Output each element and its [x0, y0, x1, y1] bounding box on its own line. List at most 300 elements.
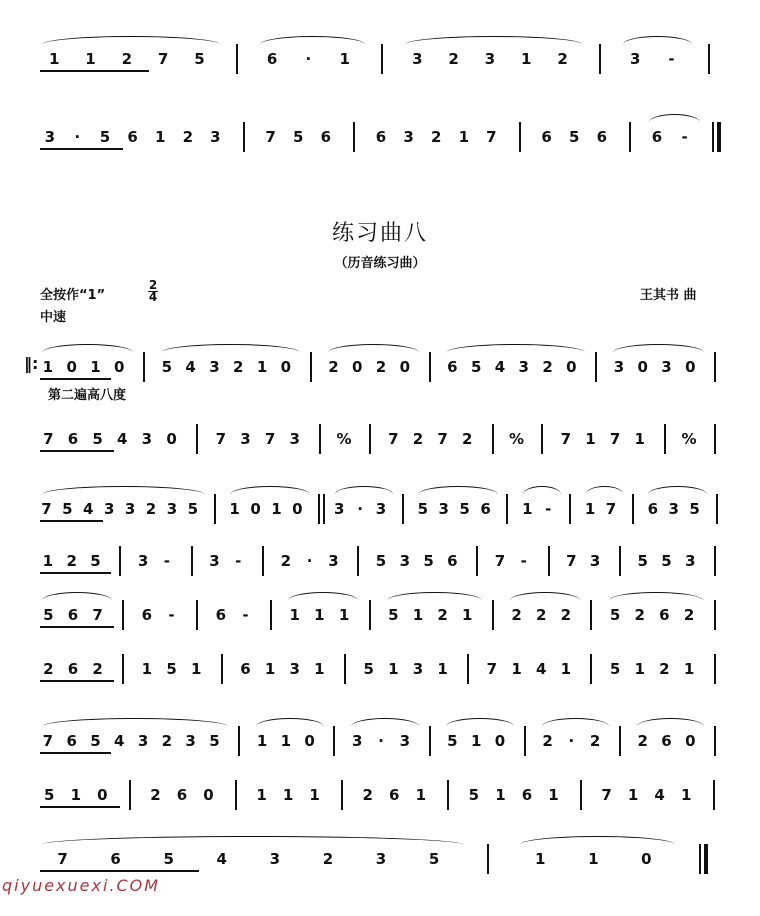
barline — [191, 546, 193, 576]
slur — [351, 718, 418, 735]
barline — [590, 600, 592, 630]
slur — [523, 486, 561, 503]
barline — [122, 600, 124, 630]
note: 7 — [42, 732, 54, 750]
slur — [586, 486, 624, 503]
note: 1 — [338, 606, 350, 624]
note: 0 — [641, 850, 652, 868]
note: 1 — [458, 128, 470, 146]
note: 1 — [560, 660, 572, 678]
barline — [270, 600, 272, 630]
note: 0 — [566, 358, 577, 376]
barline — [429, 726, 431, 756]
note: 3 — [137, 732, 149, 750]
note: 3 — [613, 358, 625, 376]
note: 6 — [541, 128, 552, 146]
slur — [613, 344, 704, 361]
barline — [708, 44, 710, 74]
barline — [143, 352, 145, 382]
barline — [714, 600, 716, 630]
note: 5 — [388, 606, 399, 624]
note: 5 — [417, 500, 429, 518]
note: 3 — [103, 500, 115, 518]
key-label: 全按作“1” — [40, 288, 106, 303]
barline — [319, 424, 321, 454]
note: 7 — [494, 552, 506, 570]
note: 1 — [627, 786, 639, 804]
note: 1 — [634, 430, 645, 448]
note: 5 — [363, 660, 374, 678]
barline — [487, 844, 489, 874]
note: 6 — [651, 128, 663, 146]
note: 7 — [57, 850, 68, 868]
slur — [260, 36, 365, 53]
dash-extension: - — [168, 606, 175, 624]
note: 2 — [121, 50, 132, 68]
slur — [609, 592, 704, 609]
note: · — [378, 732, 384, 750]
slur — [42, 344, 133, 361]
note: 2 — [412, 430, 424, 448]
slur — [256, 718, 323, 735]
notation-row — [0, 490, 760, 530]
note: 1 — [280, 732, 292, 750]
slur — [418, 486, 498, 503]
beam-underline — [40, 680, 114, 682]
note: 6 — [521, 786, 533, 804]
note: 1 — [271, 500, 282, 518]
barline — [214, 494, 216, 524]
note: 7 — [560, 430, 572, 448]
note: 5 — [292, 128, 304, 146]
note: 5 — [447, 732, 458, 750]
barline — [541, 424, 543, 454]
note: 2 — [659, 660, 670, 678]
slur — [42, 36, 220, 53]
note: 2 — [92, 660, 103, 678]
note: 6 — [375, 128, 387, 146]
note: 6 — [320, 128, 332, 146]
dash-extension: - — [242, 606, 249, 624]
note: 2 — [328, 358, 339, 376]
note: 6 — [127, 128, 138, 146]
note: 3 — [209, 358, 220, 376]
note: 5 — [99, 128, 111, 146]
note: 3 — [269, 850, 281, 868]
beam-underline — [40, 148, 123, 150]
note: 3 — [289, 660, 300, 678]
beam-underline — [40, 626, 114, 628]
slur — [542, 718, 609, 735]
barline — [519, 122, 521, 152]
note: 7 — [437, 430, 448, 448]
note: 6 — [67, 606, 79, 624]
note: 1 — [256, 786, 267, 804]
note: 7 — [601, 786, 612, 804]
dash-extension: - — [668, 50, 675, 68]
note: 5 — [470, 358, 482, 376]
note: 1 — [495, 786, 506, 804]
repeat-measure-sign: % — [336, 430, 352, 448]
note: 1 — [70, 786, 82, 804]
beam-underline — [40, 378, 111, 380]
note: 5 — [375, 552, 387, 570]
note: 3 — [328, 552, 339, 570]
notation-row — [0, 722, 760, 762]
note: 5 — [689, 500, 700, 518]
note: 1 — [511, 660, 522, 678]
note: 4 — [114, 732, 125, 750]
time-signature-bottom: 4 — [148, 290, 158, 304]
note: 2 — [150, 786, 161, 804]
piece-subtitle: （历音练习曲） — [334, 256, 426, 271]
note: 2 — [634, 606, 645, 624]
beam-underline — [40, 870, 199, 872]
note: 6 — [661, 732, 672, 750]
barline — [714, 352, 716, 382]
note: · — [357, 500, 363, 518]
note: 1 — [314, 660, 325, 678]
note: 6 — [141, 606, 153, 624]
note: 5 — [609, 660, 621, 678]
barline — [599, 44, 601, 74]
note: · — [305, 50, 312, 68]
barline — [196, 600, 198, 630]
note: 3 — [375, 500, 387, 518]
barline — [196, 424, 198, 454]
note: 6 — [447, 552, 458, 570]
note: 6 — [176, 786, 188, 804]
note: 2 — [280, 552, 292, 570]
note: 1 — [412, 606, 424, 624]
note: 7 — [92, 606, 103, 624]
note: 6 — [596, 128, 608, 146]
note: 1 — [584, 500, 596, 518]
note: 3 — [518, 358, 529, 376]
dash-extension: - — [520, 552, 527, 570]
note: 1 — [289, 606, 300, 624]
note: 3 — [685, 552, 696, 570]
barline — [238, 726, 240, 756]
note: 1 — [85, 50, 96, 68]
note: 5 — [468, 786, 480, 804]
note: 4 — [654, 786, 665, 804]
note: 3 — [44, 128, 56, 146]
final-barline-thick — [717, 122, 721, 152]
note: 5 — [166, 660, 177, 678]
time-signature — [148, 280, 158, 303]
barline — [619, 726, 621, 756]
barline — [357, 546, 359, 576]
slur — [230, 486, 310, 503]
barline — [492, 424, 494, 454]
note: 6 — [480, 500, 491, 518]
beam-underline — [40, 520, 103, 522]
note: 6 — [110, 850, 121, 868]
note: 0 — [66, 358, 77, 376]
note: 5 — [163, 850, 174, 868]
note: 3 — [484, 50, 496, 68]
note: 7 — [388, 430, 399, 448]
slur — [42, 592, 112, 609]
note: 3 — [375, 850, 387, 868]
note: · — [74, 128, 81, 146]
barline — [235, 780, 237, 810]
note: 4 — [117, 430, 128, 448]
final-barline — [712, 122, 714, 152]
dash-extension: - — [163, 552, 170, 570]
notation-row — [0, 118, 760, 158]
note: 1 — [521, 50, 532, 68]
note: 2 — [557, 50, 568, 68]
barline — [714, 424, 716, 454]
note: 1 — [154, 128, 166, 146]
note: 0 — [351, 358, 363, 376]
note: 7 — [43, 430, 54, 448]
note: 5 — [90, 732, 101, 750]
note: 5 — [194, 50, 205, 68]
dash-extension: - — [235, 552, 242, 570]
tempo-marking: 中速 — [40, 310, 67, 325]
note: 2 — [589, 732, 601, 750]
notation-row — [0, 420, 760, 460]
note: 0 — [250, 500, 261, 518]
note: 3 — [668, 500, 679, 518]
barline — [714, 726, 716, 756]
note: 5 — [43, 606, 54, 624]
barline — [506, 494, 508, 524]
barline — [369, 424, 371, 454]
note: 1 — [339, 50, 350, 68]
barline — [447, 780, 449, 810]
dash-extension: - — [681, 128, 688, 146]
note: 6 — [240, 660, 251, 678]
note: 6 — [67, 430, 79, 448]
octave-instruction: 第二遍高八度 — [48, 388, 127, 403]
note: 0 — [399, 358, 410, 376]
note: 7 — [605, 500, 617, 518]
note: 6 — [389, 786, 400, 804]
slur — [42, 486, 205, 503]
barline — [243, 122, 245, 152]
barline — [590, 654, 592, 684]
note: 1 — [309, 786, 320, 804]
note: 2 — [362, 786, 373, 804]
barline — [236, 44, 238, 74]
note: 5 — [161, 358, 173, 376]
note: 3 — [209, 552, 220, 570]
repeat-measure-sign: % — [681, 430, 697, 448]
note: 2 — [43, 660, 54, 678]
note: 0 — [637, 358, 648, 376]
barline — [429, 352, 431, 382]
note: 6 — [67, 660, 79, 678]
note: 1 — [42, 552, 54, 570]
barline — [262, 546, 264, 576]
note: 3 — [661, 358, 672, 376]
time-signature-top: 2 — [148, 278, 158, 292]
note: 7 — [215, 430, 227, 448]
note: 5 — [44, 786, 55, 804]
note: 4 — [535, 660, 547, 678]
note: 1 — [256, 358, 268, 376]
note: 5 — [209, 732, 220, 750]
barline — [713, 780, 715, 810]
slur — [648, 486, 707, 503]
notation-row — [0, 596, 760, 636]
start-repeat-sign: ‖: — [24, 354, 39, 373]
note: 5 — [661, 552, 672, 570]
note: 2 — [145, 500, 157, 518]
barline — [629, 122, 631, 152]
note: 1 — [522, 500, 533, 518]
beam-underline — [40, 572, 111, 574]
note: 6 — [66, 732, 77, 750]
note: 3 — [124, 500, 136, 518]
note: 2 — [182, 128, 194, 146]
barline — [122, 654, 124, 684]
note: 3 — [333, 500, 345, 518]
note: 0 — [280, 358, 292, 376]
note: 0 — [304, 732, 315, 750]
beam-underline — [40, 70, 149, 72]
note: 1 — [683, 660, 695, 678]
composer: 王其书 曲 — [640, 288, 697, 303]
note: 0 — [203, 786, 214, 804]
note: 3 — [412, 50, 423, 68]
slur — [161, 344, 300, 361]
barline — [632, 494, 634, 524]
barline — [381, 44, 383, 74]
repeat-barline-second — [323, 494, 325, 524]
barline — [595, 352, 597, 382]
note: 4 — [494, 358, 506, 376]
note: 3 — [399, 552, 410, 570]
note: · — [568, 732, 575, 750]
note: 2 — [535, 606, 547, 624]
notation-row — [0, 840, 760, 880]
barline — [119, 546, 121, 576]
note: 1 — [462, 606, 473, 624]
note: 1 — [634, 660, 645, 678]
note: 2 — [437, 606, 448, 624]
note: 3 — [289, 430, 300, 448]
note: 0 — [685, 732, 696, 750]
note: 5 — [609, 606, 621, 624]
barline — [221, 654, 223, 684]
slur — [446, 718, 513, 735]
note: 5 — [187, 500, 199, 518]
note: 5 — [90, 552, 101, 570]
barline — [310, 352, 312, 382]
note: · — [306, 552, 313, 570]
note: 3 — [210, 128, 221, 146]
note: 1 — [314, 606, 325, 624]
note: 7 — [157, 50, 169, 68]
note: 1 — [535, 850, 546, 868]
note: 5 — [459, 500, 470, 518]
notation-row — [0, 650, 760, 690]
slur — [637, 718, 704, 735]
notation-row — [0, 40, 760, 80]
note: 1 — [437, 660, 448, 678]
barline — [619, 546, 621, 576]
slur — [42, 718, 228, 735]
slur — [405, 36, 583, 53]
note: 7 — [265, 128, 276, 146]
note: 4 — [216, 850, 227, 868]
note: 2 — [233, 358, 244, 376]
note: 0 — [166, 430, 177, 448]
note: 1 — [680, 786, 692, 804]
note: 5 — [92, 430, 103, 448]
note: 7 — [566, 552, 577, 570]
note: 0 — [685, 358, 696, 376]
note: 5 — [62, 500, 73, 518]
note: 3 — [166, 500, 178, 518]
note: 2 — [542, 732, 553, 750]
notation-row — [0, 776, 760, 816]
note: 3 — [399, 732, 410, 750]
note: 3 — [141, 430, 153, 448]
note: 2 — [375, 358, 387, 376]
barline — [664, 424, 666, 454]
note: 3 — [351, 732, 363, 750]
note: 1 — [141, 660, 153, 678]
note: 2 — [683, 606, 695, 624]
note: 4 — [83, 500, 94, 518]
repeat-measure-sign: % — [509, 430, 525, 448]
note: 1 — [388, 660, 399, 678]
barline — [580, 780, 582, 810]
barline — [467, 654, 469, 684]
final-barline — [699, 844, 701, 874]
note: 2 — [462, 430, 473, 448]
note: 1 — [548, 786, 559, 804]
note: 3 — [137, 552, 149, 570]
barline — [569, 494, 571, 524]
slur — [387, 592, 482, 609]
note: 1 — [282, 786, 294, 804]
note: 4 — [185, 358, 196, 376]
watermark: qiyuexuexi.COM — [2, 876, 161, 895]
note: 2 — [511, 606, 522, 624]
note: 2 — [637, 732, 648, 750]
barline — [353, 122, 355, 152]
slur — [623, 36, 692, 53]
final-barline-thick — [704, 844, 708, 874]
note: 5 — [568, 128, 580, 146]
slur — [649, 114, 700, 131]
note: 1 — [256, 732, 268, 750]
slur — [42, 836, 463, 853]
note: 2 — [430, 128, 442, 146]
note: 6 — [266, 50, 278, 68]
note: 6 — [647, 500, 659, 518]
note: 5 — [428, 850, 440, 868]
note: 3 — [438, 500, 449, 518]
slur — [510, 592, 580, 609]
barline — [341, 780, 343, 810]
barline — [476, 546, 478, 576]
repeat-barline — [318, 494, 320, 524]
barline — [129, 780, 131, 810]
note: 3 — [589, 552, 601, 570]
note: 0 — [494, 732, 506, 750]
note: 2 — [322, 850, 334, 868]
barline — [369, 600, 371, 630]
barline — [402, 494, 404, 524]
